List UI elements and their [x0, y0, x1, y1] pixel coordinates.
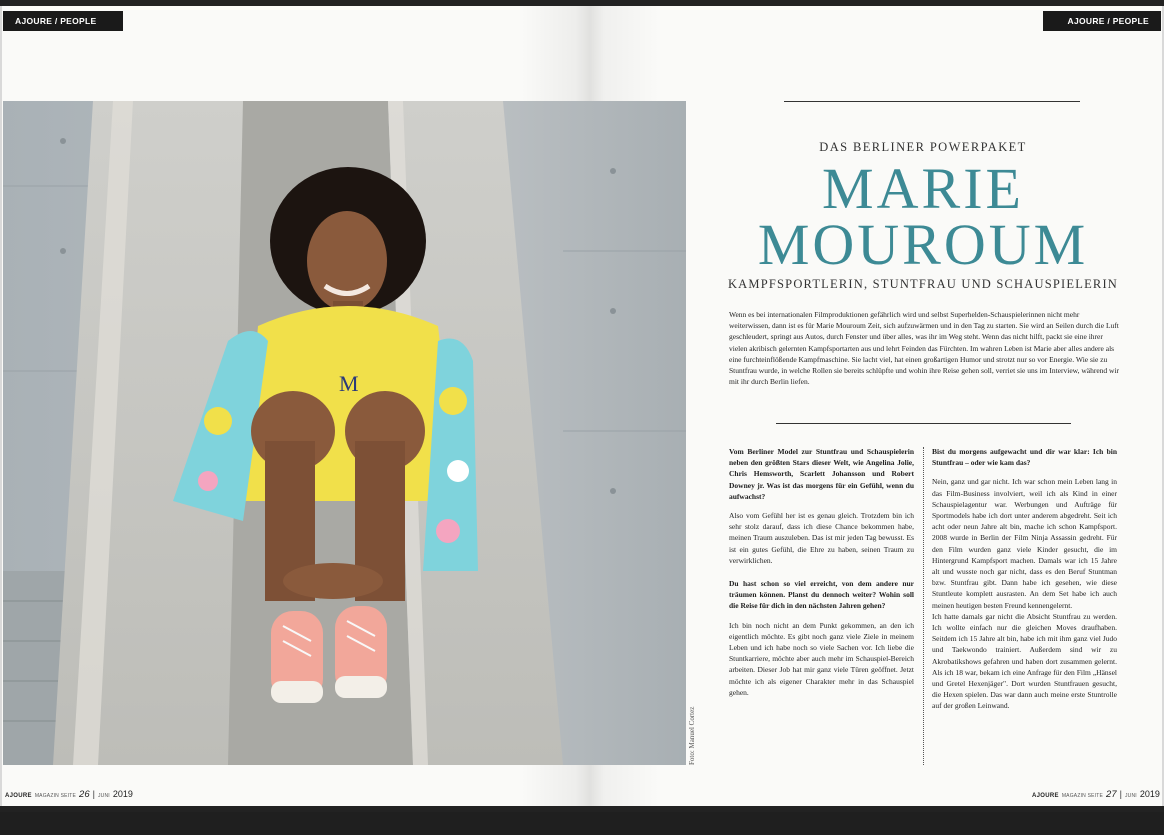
svg-text:M: M — [339, 371, 359, 396]
section-rule — [776, 423, 1071, 424]
bottom-edge — [0, 806, 1164, 812]
kicker: DAS BERLINER POWERPAKET — [819, 140, 1027, 154]
footer-right — [1032, 789, 1160, 800]
portrait-photo — [3, 101, 686, 765]
footer-year: 2019 — [1139, 789, 1160, 799]
answer: Ich hatte damals gar nicht die Absicht Stuntfrau zu werden. Ich wollte einfach nur die gleichen Moves draufhaben. Seitdem ich 15 Jahre alt bin, habe ich mit ihm ganz viel Judo und Taekwondo trainiert. Außerdem sind wir zu Akrobatikshows gefahren und haben dort zusammen gelernt. Als ich 18 war, bekam ich eine Anfrage für den Film „Hänsel und Gretel Hexenjäger". Dort wurden Stuntfrauen gesucht, die Hexen spielen. Das war dann auch meine erste Stuntrolle auf der großen Leinwand. — [932, 611, 1117, 711]
footer-magazine: MAGAZIN SEITE — [1061, 793, 1104, 799]
answer: Ich bin noch nicht an dem Punkt gekommen, an den ich eigentlich möchte. Es gibt noch ganz viele Ziele in meinem Leben und ich habe noch so viele Sachen vor. Ich liebe die Stuntkarriere, möchte aber auch mehr im Schauspiel-Bereich arbeiten. Dieser Job hat mir ganz viele Türen geöffnet. Jetzt möchte ich als eigener Charakter mehr in das Schauspiel gehen. — [729, 620, 914, 697]
footer-separator: | — [1119, 789, 1122, 799]
footer-brand: AJOURE — [5, 793, 32, 799]
section-tag-left: AJOURE / PEOPLE — [3, 11, 123, 31]
interview-column-2 — [932, 446, 1117, 724]
answer: Also vom Gefühl her ist es genau gleich. Trotzdem bin ich sehr stolz darauf, dass ich diese Chance bekommen habe, meinen Traum auszuleben. Das ist mir jeden Tag bewusst. Es ist ein gutes Gefühl, die Ehre zu haben, seinen Traum zu verwirklichen. — [729, 511, 914, 565]
photo-credit: Foto: Manuel Cortez — [688, 706, 696, 765]
question: Vom Berliner Model zur Stuntfrau und Schauspielerin neben den größten Stars dieser Welt, wie Angelina Jolie, Chris Hemsworth, Scarlett Johansson und Robert Downey jr. Was ist das morgens für ein Gefühl, wenn du aufwachst? — [729, 447, 914, 501]
interview-column-1 — [729, 446, 914, 710]
top-rule — [784, 101, 1080, 102]
answer: Nein, ganz und gar nicht. Ich war schon mein Leben lang in das Film-Business involviert, weil ich als Kind in einer Schauspielagentur war. Werbungen und Aufträge für Sportmodels habe ich dort unter anderem abgedreht. Seit ich acht oder neun Jahre alt bin, mache ich schon Kampfsport. 2008 wurde in Berlin der Film Ninja Assassin gedreht. Für den Film wurden ganz viele Kinder gesucht, die im Hintergrund Kampfsport machen. Damals war ich 15 Jahre alt und wusste noch gar nicht, dass es den Beruf Stuntman bzw. Stuntfrau gibt. Dann habe ich gesehen, wie diese Stuntleute komplett ausrasten. An dem Set habe ich auch meinen heutigen besten Freund kennengelernt. — [932, 477, 1117, 610]
photo-credit-wrap — [688, 706, 698, 835]
title-first-name: MARIE — [822, 156, 1024, 221]
section-tag-right: AJOURE / PEOPLE — [1043, 11, 1161, 31]
footer-left — [5, 789, 133, 800]
page-number: 27 — [1106, 789, 1117, 800]
question: Bist du morgens aufgewacht und dir war klar: Ich bin Stuntfrau – oder wie kam das? — [932, 447, 1117, 468]
footer-month: JUNI — [97, 793, 110, 799]
subtitle: KAMPFSPORTLERIN, STUNTFRAU UND SCHAUSPIELERIN — [727, 277, 1119, 291]
footer-separator: | — [92, 789, 95, 799]
column-divider — [923, 447, 924, 765]
question: Du hast schon so viel erreicht, von dem andere nur träumen können. Planst du dennoch weiter? Wohin soll die Reise für dich in den nächsten Jahren gehen? — [729, 579, 914, 611]
title-last-name: MOUROUM — [757, 212, 1089, 277]
footer-month: JUNI — [1124, 793, 1137, 799]
page-number: 26 — [79, 789, 90, 800]
footer-magazine: MAGAZIN SEITE — [34, 793, 77, 799]
footer-brand: AJOURE — [1032, 793, 1059, 799]
footer-year: 2019 — [112, 789, 133, 799]
intro-paragraph: Wenn es bei internationalen Filmproduktionen gefährlich wird und selbst Superhelden-Schauspielerinnen nicht mehr weiterwissen, dann ist es für Marie Mouroum Zeit, sich aufzuwärmen und in den Tag zu starten. Sie wird an Seilen durch die Luft geschleudert, springt aus Autos, durch Fenster und über alles, was ihr im Weg steht. Wenn das nicht hilft, packt sie eine ihrer vielen akribisch gelernten Kampfsportarten aus und lehrt Feinden das Fürchten. Im wahren Leben ist Marie aber alles andere als eine furchteinflößende Kampfmaschine. Sie lacht viel, hat einen großartigen Humor und strotzt nur so vor Energie. Wie sie zu Stuntfrau wurde, in welche Rollen sie bereits schlüpfte und wohin ihre Reise gehen soll, verriet sie uns im Interview, während wir mit ihr durch Berlin liefen. — [729, 310, 1120, 387]
